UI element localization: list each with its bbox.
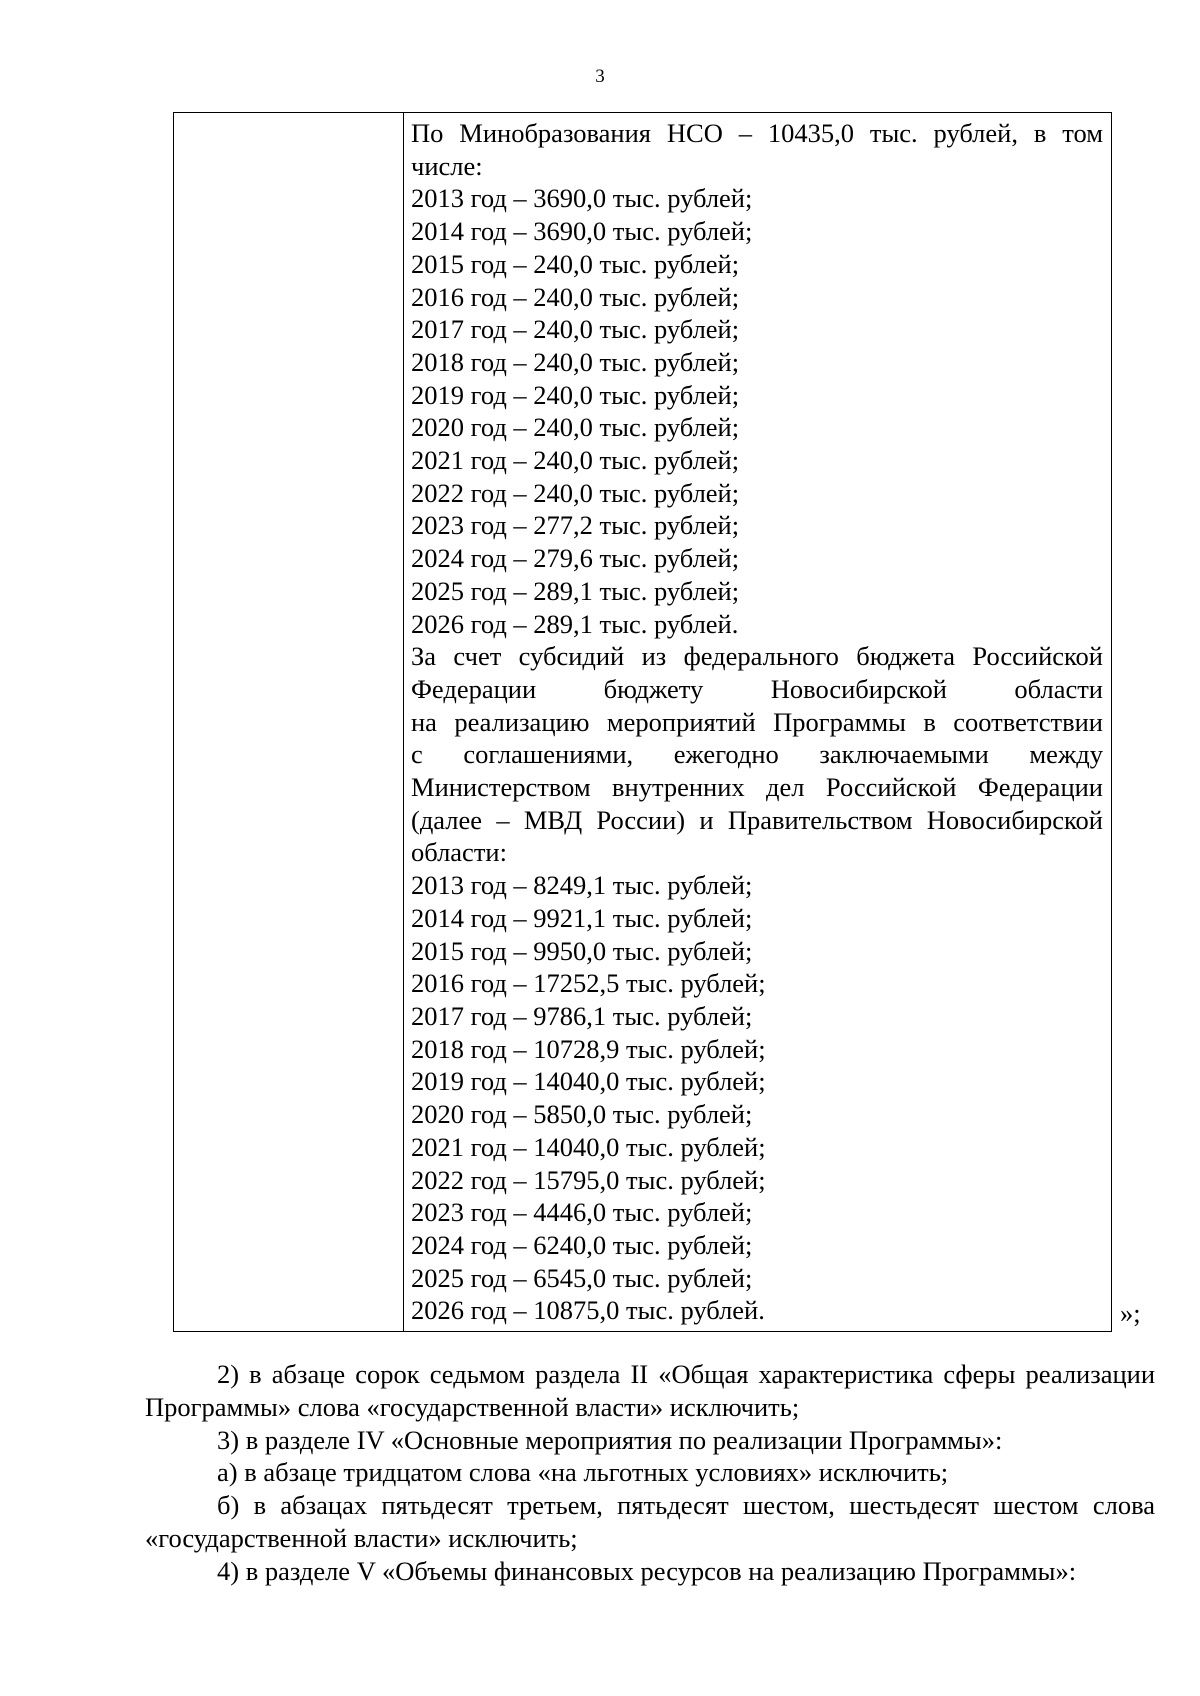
federal-year-line: 2013 год – 8249,1 тыс. рублей;: [411, 870, 753, 901]
minobr-year-line: 2017 год – 240,0 тыс. рублей;: [411, 314, 740, 345]
amendment-item-2: [145, 1358, 1155, 1424]
minobr-year-line: 2018 год – 240,0 тыс. рублей;: [411, 346, 740, 377]
amendment-line: 2) в абзаце сорок седьмом раздела II «Общая характеристика сферы реализации: [217, 1359, 1155, 1389]
minobr-year-line: 2025 год – 289,1 тыс. рублей;: [411, 575, 740, 606]
federal-year-line: 2026 год – 10875,0 тыс. рублей.: [411, 1295, 765, 1326]
minobr-year-line: 2022 год – 240,0 тыс. рублей;: [411, 477, 740, 508]
federal-intro-line: (далее – МВД России) и Правительством Новосибирской: [411, 804, 1103, 835]
federal-year-line: 2018 год – 10728,9 тыс. рублей;: [411, 1033, 766, 1064]
amendment-list: [145, 1358, 1155, 1588]
amendment-line: 3) в разделе IV «Основные мероприятия по реализации Программы»:: [217, 1424, 1003, 1455]
minobr-year-line: 2020 год – 240,0 тыс. рублей;: [411, 412, 740, 443]
minobr-year-line: 2024 год – 279,6 тыс. рублей;: [411, 543, 740, 574]
federal-year-line: 2022 год – 15795,0 тыс. рублей;: [411, 1164, 766, 1195]
minobr-year-line: 2016 год – 240,0 тыс. рублей;: [411, 281, 740, 312]
minobr-year-line: 2013 год – 3690,0 тыс. рублей;: [411, 183, 753, 214]
closing-quote-mark: »;: [1120, 1298, 1141, 1328]
table-left-cell: [174, 113, 404, 1331]
amendment-line: б) в абзацах пятьдесят третьем, пятьдесят шестом, шестьдесят шестом слова: [217, 1490, 1155, 1521]
minobr-year-line: 2023 год – 277,2 тыс. рублей;: [411, 510, 740, 541]
amendment-line: 4) в разделе V «Объемы финансовых ресурсов на реализацию Программы»:: [217, 1555, 1077, 1586]
funding-table: [173, 112, 1112, 1332]
federal-intro-line: Министерством внутренних дел Российской Федерации: [411, 772, 1103, 803]
minobr-year-line: 2026 год – 289,1 тыс. рублей.: [411, 608, 739, 639]
minobr-intro-line: числе:: [411, 150, 483, 181]
federal-year-line: 2014 год – 9921,1 тыс. рублей;: [411, 902, 753, 933]
federal-intro-line: Федерации бюджету Новосибирской области: [411, 673, 1103, 704]
amendment-item-3: [145, 1424, 1155, 1457]
federal-year-line: 2019 год – 14040,0 тыс. рублей;: [411, 1066, 766, 1097]
minobr-year-line: 2015 год – 240,0 тыс. рублей;: [411, 248, 740, 279]
federal-year-line: 2024 год – 6240,0 тыс. рублей;: [411, 1229, 753, 1260]
amendment-line: Программы» слова «государственной власти» исключить;: [145, 1391, 800, 1422]
amendment-item-4: [145, 1555, 1155, 1588]
federal-year-line: 2020 год – 5850,0 тыс. рублей;: [411, 1099, 753, 1130]
federal-year-line: 2023 год – 4446,0 тыс. рублей;: [411, 1197, 753, 1228]
minobr-year-line: 2014 год – 3690,0 тыс. рублей;: [411, 216, 753, 247]
amendment-item-3b: [145, 1489, 1155, 1555]
federal-year-line: 2021 год – 14040,0 тыс. рублей;: [411, 1131, 766, 1162]
amendment-item-3a: [145, 1456, 1155, 1489]
table-right-cell: [404, 113, 1111, 1331]
minobr-year-line: 2021 год – 240,0 тыс. рублей;: [411, 445, 740, 476]
amendment-line: а) в абзаце тридцатом слова «на льготных условиях» исключить;: [217, 1457, 949, 1488]
amendment-line: «государственной власти» исключить;: [145, 1522, 578, 1553]
federal-intro-line: с соглашениями, ежегодно заключаемыми между: [411, 739, 1103, 770]
federal-intro-line: За счет субсидий из федерального бюджета Российской: [411, 641, 1103, 672]
federal-intro-line: области:: [411, 837, 507, 868]
minobr-intro-line: По Минобразования НСО – 10435,0 тыс. рублей, в том: [411, 118, 1103, 148]
federal-year-line: 2015 год – 9950,0 тыс. рублей;: [411, 935, 753, 966]
minobr-year-line: 2019 год – 240,0 тыс. рублей;: [411, 379, 740, 410]
federal-year-line: 2016 год – 17252,5 тыс. рублей;: [411, 968, 766, 999]
federal-year-line: 2017 год – 9786,1 тыс. рублей;: [411, 1000, 753, 1031]
page-number: 3: [595, 66, 605, 87]
federal-intro-line: на реализацию мероприятий Программы в соответствии: [411, 706, 1103, 737]
federal-year-line: 2025 год – 6545,0 тыс. рублей;: [411, 1262, 753, 1293]
